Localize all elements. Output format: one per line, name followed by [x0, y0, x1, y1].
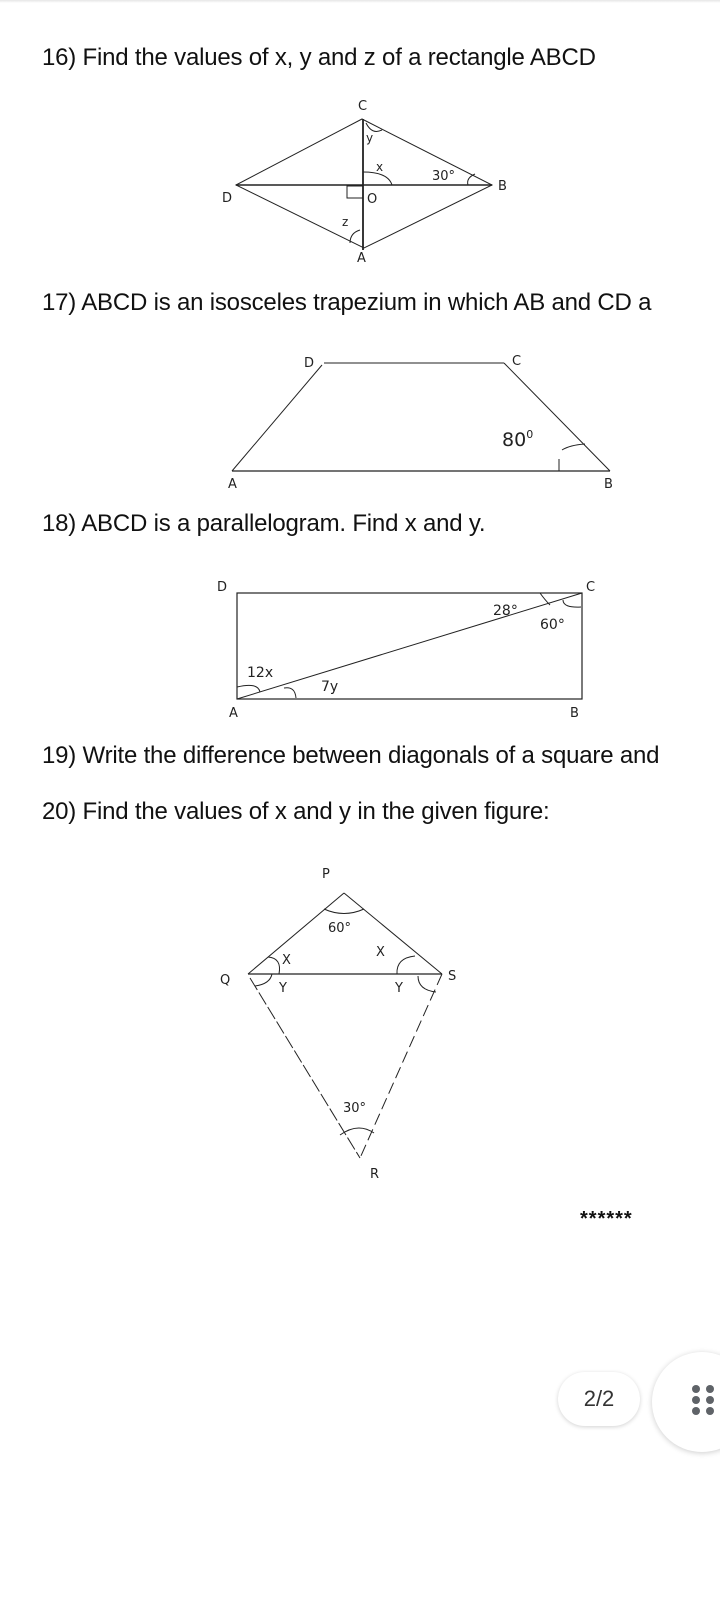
label-d: D [222, 191, 233, 206]
figure-kite-pqrs [200, 840, 480, 1182]
label-a: A [229, 706, 238, 721]
label-y-left: Y [279, 981, 287, 996]
label-d: D [217, 580, 228, 595]
label-p: P [322, 867, 330, 882]
angle-80: $80^0$ [502, 428, 534, 451]
question-19: 19) Write the difference between diagonals of a square and [42, 742, 660, 769]
page-indicator[interactable] [558, 1372, 640, 1426]
label-b: B [498, 179, 507, 194]
end-marker: ****** [580, 1208, 633, 1230]
figure-trapezium-abcd [200, 330, 620, 490]
label-c: C [512, 354, 522, 369]
question-20: 20) Find the values of x and y in the given figure: [42, 798, 550, 825]
label-s: S [448, 969, 457, 984]
question-18: 18) ABCD is a parallelogram. Find x and y. [42, 510, 486, 537]
question-16: 16) Find the values of x, y and z of a rectangle ABCD [42, 44, 596, 71]
angle-28: 28° [493, 603, 518, 619]
label-a: A [228, 477, 237, 492]
angle-60: 60° [328, 921, 352, 936]
figure-parallelogram-abcd [200, 560, 600, 721]
angle-30: 30° [343, 1101, 367, 1116]
angle-7y: 7y [321, 679, 339, 695]
label-c: C [586, 580, 596, 595]
angle-12x: 12x [247, 665, 274, 681]
angle-30: 30° [432, 169, 456, 184]
label-b: B [570, 706, 579, 721]
label-o: O [367, 192, 378, 207]
label-x: x [376, 160, 384, 174]
label-x-right: X [376, 945, 385, 960]
grid-dots-icon [692, 1385, 716, 1415]
label-r: R [370, 1167, 380, 1182]
question-17: 17) ABCD is an isosceles trapezium in which AB and CD a [42, 289, 652, 316]
label-z: z [342, 215, 349, 229]
figure-rhombus-abcd [200, 90, 520, 270]
label-q: Q [220, 973, 231, 988]
label-y: y [366, 131, 374, 145]
label-c: C [358, 99, 368, 114]
label-d: D [304, 356, 315, 371]
angle-60: 60° [540, 617, 565, 633]
label-y-right: Y [395, 981, 403, 996]
label-b: B [604, 477, 613, 492]
label-a: A [357, 251, 366, 266]
page-indicator-label: 2/2 [583, 1386, 615, 1411]
label-x-left: X [282, 953, 291, 968]
